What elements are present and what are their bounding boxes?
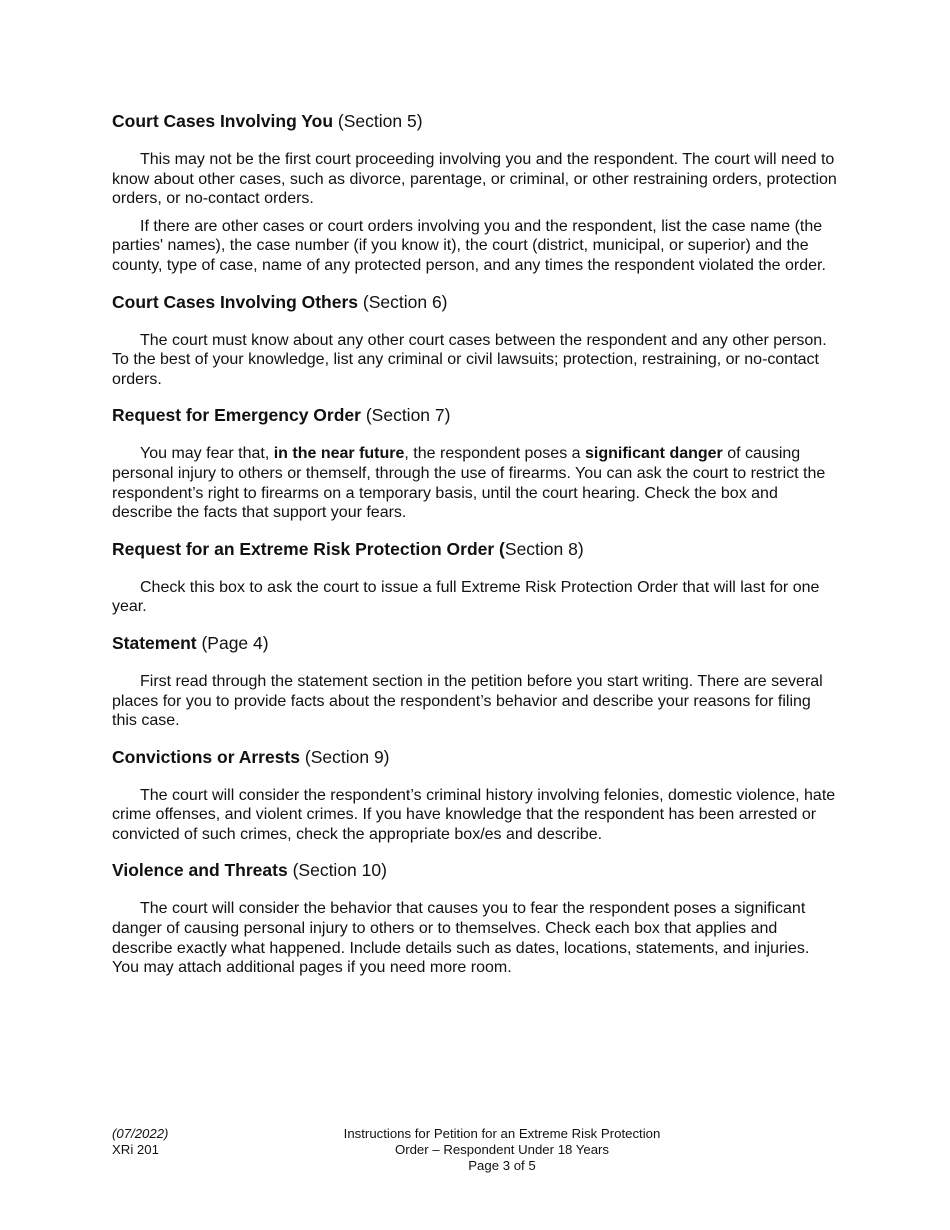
page-number: Page 3 of 5: [468, 1158, 536, 1173]
paragraph: The court will consider the behavior that causes you to fear the respondent poses a significant danger of causing personal injury to others or to themselves. Check each box that applies and describe exactly what happened. Include details such as dates, locations, statements, and injuries. You may attach additional pages if you need more room.: [112, 900, 810, 977]
paragraph: This may not be the first court proceeding involving you and the respondent. The court will need to know about other cases, such as divorce, parentage, or criminal, or other restraining orders, protection orders, or no-contact orders.: [112, 151, 837, 208]
section-violence-threats: [112, 860, 840, 977]
section-court-cases-others: [112, 292, 840, 390]
paragraph: First read through the statement section in the petition before you start writing. There are several places for you to provide facts about the respondent’s behavior and describe your reasons for filing this case.: [112, 672, 823, 730]
section-heading: Statement (Page 4): [112, 632, 269, 653]
section-convictions-arrests: [112, 747, 840, 845]
section-extreme-risk-order: [112, 539, 840, 617]
footer-form-info: [112, 1126, 168, 1158]
section-heading: Convictions or Arrests (Section 9): [112, 746, 390, 767]
section-heading: Court Cases Involving Others (Section 6): [112, 291, 448, 312]
paragraph: You may fear that, in the near future, the respondent poses a significant danger of causing personal injury to others or themself, through the use of firearms. You can ask the court to restrict the respondent’s right to firearms on a temporary basis, until the court hearing. Check the box and describe the facts that support your fears.: [112, 445, 826, 522]
paragraph: Check this box to ask the court to issue a full Extreme Risk Protection Order that will last for one year.: [112, 578, 820, 616]
section-statement: [112, 633, 840, 731]
document-page: [112, 111, 840, 994]
footer-title: Instructions for Petition for an Extreme Risk Protection Order – Respondent Under 18 Years Page 3 of 5: [307, 1126, 697, 1174]
paragraph: The court must know about any other court cases between the respondent and any other person. To the best of your knowledge, list any criminal or civil lawsuits; protection, restraining, or no-contact orders.: [112, 331, 827, 388]
paragraph: If there are other cases or court orders involving you and the respondent, list the case name (the parties' names), the case number (if you know it), the court (district, municipal, or superior) and the county, type of case, name of any protected person, and any times the respondent violated the order.: [112, 217, 826, 274]
section-heading: Request for Emergency Order (Section 7): [112, 405, 451, 426]
section-emergency-order: [112, 405, 840, 522]
section-heading: Violence and Threats (Section 10): [112, 860, 387, 881]
section-court-cases-you: [112, 111, 840, 276]
paragraph: The court will consider the respondent’s criminal history involving felonies, domestic violence, hate crime offenses, and violent crimes. If you have knowledge that the respondent has been arrested or convicted of such crimes, check the appropriate box/es and describe.: [112, 786, 836, 843]
section-heading: Court Cases Involving You (Section 5): [112, 111, 423, 131]
section-heading: Request for an Extreme Risk Protection Order (Section 8): [112, 538, 584, 559]
footer-date: (07/2022): [112, 1126, 169, 1141]
footer-form-number: XRi 201: [112, 1142, 159, 1157]
